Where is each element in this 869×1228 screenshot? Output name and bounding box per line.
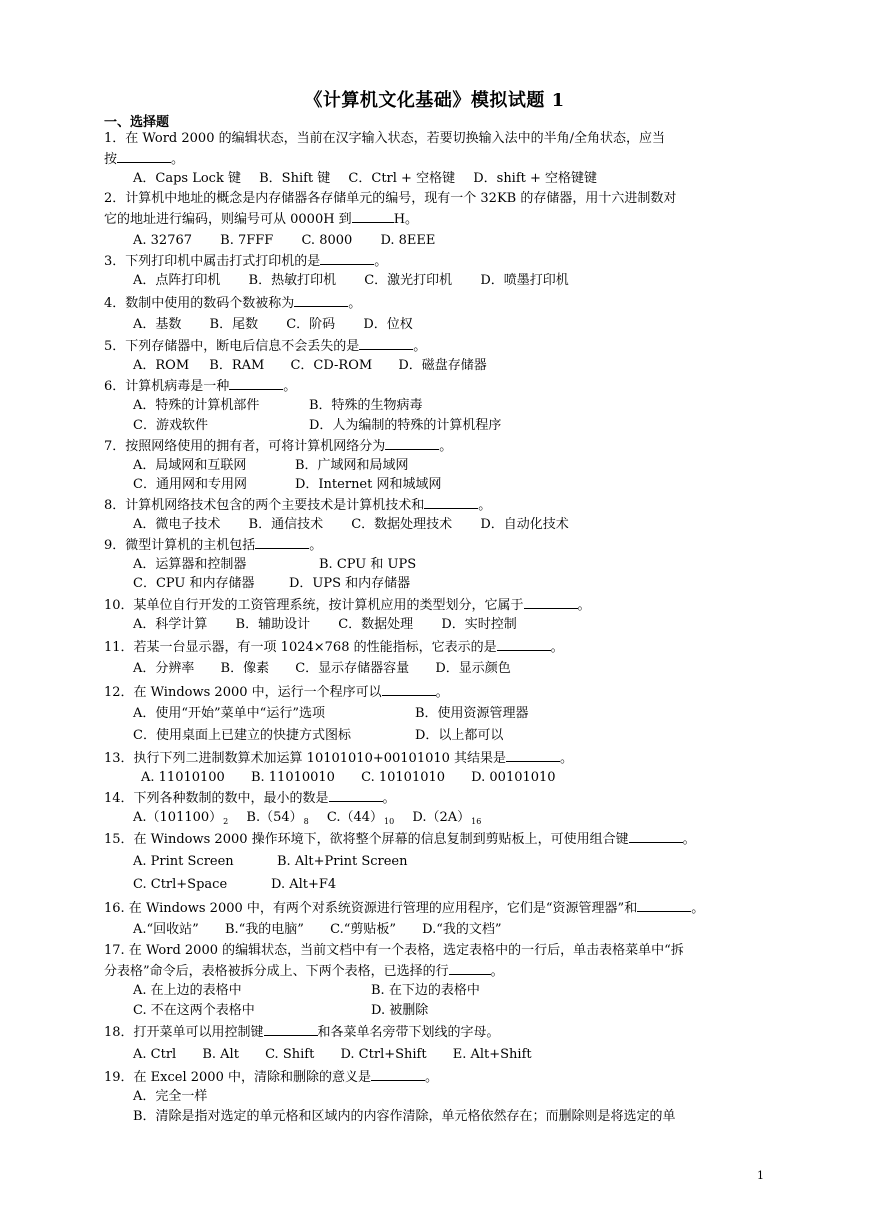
answer-blank xyxy=(382,684,436,696)
option-c: $C.(44)_{10}$ xyxy=(326,810,395,826)
option-d: D. 00101010 xyxy=(471,770,556,785)
question-11-stem: 11．若某一台显示器，有一项 1024×768 的性能指标，它表示的是 。 xyxy=(104,640,564,655)
option-a: A．科学计算 xyxy=(133,617,208,632)
question-13-options xyxy=(141,770,556,785)
option-a: A.“回收站” xyxy=(133,922,199,937)
option-b: $B.(54)_8$ xyxy=(246,810,309,826)
question-13-stem: 13．执行下列二进制数算术加运算 10101010+00101010 其结果是 。 xyxy=(104,751,574,766)
option-c: C．激光打印机 xyxy=(364,273,453,288)
question-12-option-b: B．使用资源管理器 xyxy=(415,706,529,721)
option-b: B．辅助设计 xyxy=(235,617,311,632)
option-a: A．基数 xyxy=(133,317,182,332)
question-17-stem-cont: 分表格”命令后，表格被拆分成上、下两个表格，已选择的行 。 xyxy=(104,964,504,979)
question-17-option-b: B. 在下边的表格中 xyxy=(371,983,480,998)
question-7-option-b: B．广域网和局域网 xyxy=(295,458,409,473)
option-d: D. Ctrl+Shift xyxy=(340,1047,427,1062)
question-12-option-d: D．以上都可以 xyxy=(415,728,504,743)
option-b: B．尾数 xyxy=(209,317,259,332)
question-9-option-b: B. CPU 和 UPS xyxy=(319,557,417,572)
option-b: B. 11010010 xyxy=(250,770,335,785)
option-d: D．喷墨打印机 xyxy=(480,273,569,288)
answer-blank xyxy=(117,151,171,163)
question-15-option-d: D. Alt+F4 xyxy=(271,877,337,892)
option-a: A．微电子技术 xyxy=(133,517,221,532)
answer-blank xyxy=(264,1024,318,1036)
option-c: C.“剪贴板” xyxy=(330,922,397,937)
answer-blank xyxy=(352,211,394,223)
question-10-options xyxy=(133,617,517,632)
question-6-option-c: C．游戏软件 xyxy=(133,418,208,433)
answer-blank xyxy=(424,497,478,509)
answer-blank xyxy=(449,963,491,975)
question-15-option-b: B. Alt+Print Screen xyxy=(277,854,408,869)
answer-blank xyxy=(371,1069,425,1081)
option-b: B．像素 xyxy=(220,661,270,676)
question-15-option-a: A. Print Screen xyxy=(133,854,234,869)
option-a: A．点阵打印机 xyxy=(133,273,221,288)
answer-blank xyxy=(359,338,413,350)
question-9-option-a: A．运算器和控制器 xyxy=(133,557,247,572)
answer-blank xyxy=(497,639,551,651)
question-18-stem: 18．打开菜单可以用控制键 和各菜单名旁带下划线的字母。 xyxy=(104,1025,500,1040)
question-2-options xyxy=(133,233,435,248)
question-12-option-a: A．使用“开始”菜单中“运行”选项 xyxy=(133,706,325,721)
answer-blank xyxy=(629,831,683,843)
option-c: C. 10101010 xyxy=(361,770,446,785)
question-12-option-c: C．使用桌面上已建立的快捷方式图标 xyxy=(133,728,351,743)
question-14-stem: 14．下列各种数制的数中，最小的数是 。 xyxy=(104,791,396,806)
question-16-options xyxy=(133,922,502,937)
question-15-stem: 15．在 Windows 2000 操作环境下，欲将整个屏幕的信息复制到剪贴板上，可使用组合键 。 xyxy=(104,832,696,847)
question-17-option-d: D. 被删除 xyxy=(371,1003,429,1018)
question-17-option-c: C. 不在这两个表格中 xyxy=(133,1003,255,1018)
option-a: A．ROM xyxy=(133,358,190,373)
question-8-options xyxy=(133,517,569,532)
question-7-stem: 7．按照网络使用的拥有者，可将计算机网络分为 。 xyxy=(104,439,453,454)
option-d: D.“我的文档” xyxy=(422,922,502,937)
option-b: B．Shift 键 xyxy=(259,171,331,186)
answer-blank xyxy=(320,253,374,265)
question-1-options xyxy=(133,171,597,186)
question-10-stem: 10．某单位自行开发的工资管理系统，按计算机应用的类型划分，它属于 。 xyxy=(104,598,591,613)
option-a: A．分辨率 xyxy=(133,661,195,676)
option-d: $D.(2A)_{16}$ xyxy=(412,810,482,826)
question-7-option-c: C．通用网和专用网 xyxy=(133,477,247,492)
option-a: A. 32767 xyxy=(133,233,193,248)
question-17-option-a: A. 在上边的表格中 xyxy=(133,983,242,998)
question-19-stem: 19．在 Excel 2000 中，清除和删除的意义是 。 xyxy=(104,1070,438,1085)
option-d: D．位权 xyxy=(363,317,413,332)
question-7-option-d: D．Internet 网和城域网 xyxy=(295,477,442,492)
question-3-stem: 3．下列打印机中属击打式打印机的是 。 xyxy=(104,254,388,269)
option-c: C．数据处理 xyxy=(338,617,414,632)
answer-blank xyxy=(637,900,691,912)
question-16-stem: 16. 在 Windows 2000 中，有两个对系统资源进行管理的应用程序，它们是“资源管理器”和 。 xyxy=(104,901,705,916)
section-heading: 一、选择题 xyxy=(104,115,170,130)
option-a: A. 11010100 xyxy=(141,770,225,785)
answer-blank xyxy=(524,597,578,609)
answer-blank xyxy=(329,790,383,802)
option-d: D．实时控制 xyxy=(441,617,517,632)
option-d: D．显示颜色 xyxy=(435,661,511,676)
question-15-option-c: C. Ctrl+Space xyxy=(133,877,228,892)
question-6-option-d: D．人为编制的特殊的计算机程序 xyxy=(309,418,502,433)
option-b: B. 7FFF xyxy=(220,233,274,248)
question-11-options xyxy=(133,661,511,676)
question-8-stem: 8．计算机网络技术包含的两个主要技术是计算机技术和 。 xyxy=(104,498,492,513)
option-d: D．shift + 空格键键 xyxy=(473,171,598,186)
option-c: C．CD-ROM xyxy=(290,358,373,373)
question-14-options xyxy=(133,810,481,829)
answer-blank xyxy=(506,750,560,762)
option-b: B．通信技术 xyxy=(248,517,324,532)
question-18-options xyxy=(133,1047,532,1062)
question-9-option-c: C．CPU 和内存储器 xyxy=(133,576,255,591)
question-2-stem: 2．计算机中地址的概念是内存储器各存储单元的编号，现有一个 32KB 的存储器，用十六进制数对 xyxy=(104,191,677,206)
question-19-option-b: B．清除是指对选定的单元格和区域内的内容作清除，单元格依然存在；而删除则是将选定的单 xyxy=(133,1109,676,1124)
answer-blank xyxy=(255,537,309,549)
option-c: C. Shift xyxy=(265,1047,315,1062)
answer-blank xyxy=(229,378,283,390)
question-4-options xyxy=(133,317,413,332)
option-d: D．自动化技术 xyxy=(480,517,569,532)
question-5-options xyxy=(133,358,487,373)
option-c: C．Ctrl + 空格键 xyxy=(348,171,456,186)
question-6-stem: 6．计算机病毒是一种 。 xyxy=(104,379,297,394)
option-b: B．热敏打印机 xyxy=(248,273,337,288)
question-17-stem: 17. 在 Word 2000 的编辑状态，当前文档中有一个表格，选定表格中的一行后，单击表格菜单中“拆 xyxy=(104,943,684,958)
page-title: 《计算机文化基础》模拟试题 1 xyxy=(304,90,565,111)
option-b: B. Alt xyxy=(202,1047,239,1062)
question-3-options xyxy=(133,273,569,288)
question-6-option-b: B．特殊的生物病毒 xyxy=(309,398,423,413)
option-d: D. 8EEE xyxy=(380,233,436,248)
option-a: $A.(101100)_2$ xyxy=(133,810,229,826)
answer-blank xyxy=(294,295,348,307)
question-4-stem: 4．数制中使用的数码个数被称为 。 xyxy=(104,296,362,311)
question-2-stem-cont: 它的地址进行编码，则编号可从 0000H 到 H。 xyxy=(104,212,419,227)
page-number: 1 xyxy=(757,1169,764,1182)
option-b: B.“我的电脑” xyxy=(224,922,304,937)
answer-blank xyxy=(385,438,439,450)
option-b: B．RAM xyxy=(209,358,265,373)
option-e: E. Alt+Shift xyxy=(452,1047,532,1062)
question-1-stem: 1．在 Word 2000 的编辑状态，当前在汉字输入状态，若要切换输入法中的半角/全角状态，应当 xyxy=(104,131,665,146)
option-a: A. Ctrl xyxy=(133,1047,177,1062)
question-12-stem: 12．在 Windows 2000 中，运行一个程序可以 。 xyxy=(104,685,449,700)
question-6-option-a: A．特殊的计算机部件 xyxy=(133,398,260,413)
option-c: C. 8000 xyxy=(301,233,353,248)
question-9-stem: 9．微型计算机的主机包括 。 xyxy=(104,538,323,553)
question-19-option-a: A．完全一样 xyxy=(133,1089,208,1104)
question-7-option-a: A．局域网和互联网 xyxy=(133,458,247,473)
question-5-stem: 5．下列存储器中，断电后信息不会丢失的是 。 xyxy=(104,339,427,354)
question-1-stem-cont: 按 。 xyxy=(104,152,185,167)
option-c: C．阶码 xyxy=(286,317,336,332)
option-a: A．Caps Lock 键 xyxy=(133,171,241,186)
question-9-option-d: D．UPS 和内存储器 xyxy=(289,576,411,591)
option-c: C．数据处理技术 xyxy=(351,517,453,532)
option-d: D．磁盘存储器 xyxy=(398,358,487,373)
option-c: C．显示存储器容量 xyxy=(295,661,410,676)
